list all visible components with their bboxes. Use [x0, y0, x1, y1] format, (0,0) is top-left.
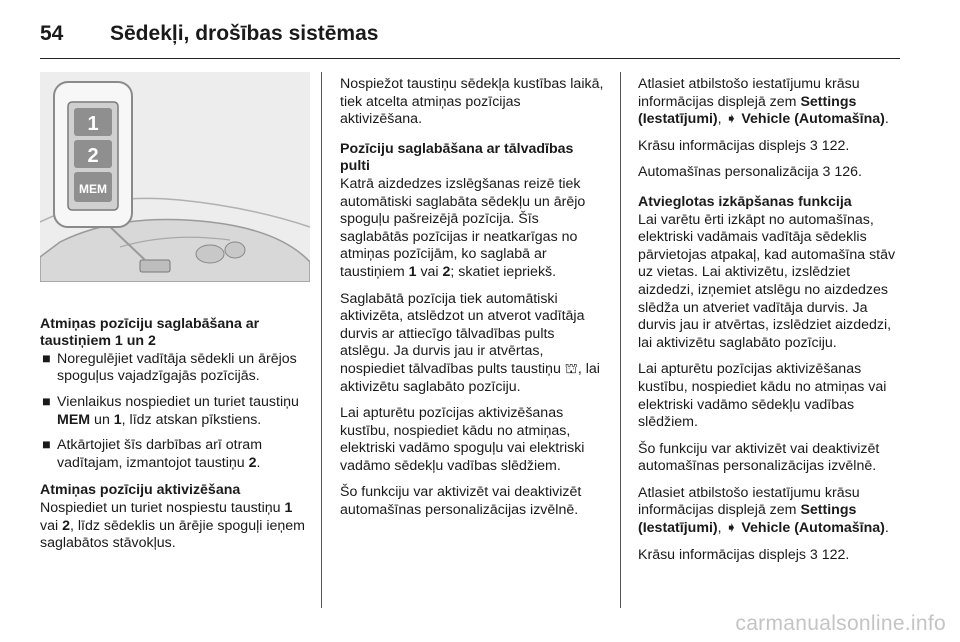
section-heading: Atmiņas pozīciju aktivizēšana — [40, 482, 241, 499]
page-number: 54 — [40, 22, 64, 45]
paragraph: Saglabātā pozīcija tiek automātiski aktivizēta, atslēdzot un atverot vadītāja durvis ar attiecīgo tālvadības pults atslēgu. Ja durvis jau ir atvērtas, nospiediet tālvadības pults taustiņu ⛫, lai aktivizētu saglabāto pozīciju. — [340, 290, 600, 395]
bullet-list — [40, 351, 310, 473]
list-item: ■ Atkārtojiet šīs darbības arī otram vadītajam, izmantojot taustiņu 2. — [42, 437, 263, 471]
section-heading: Pozīciju saglabāšana ar tālvadības pulti — [340, 140, 574, 175]
button-mem-label: MEM — [79, 182, 107, 196]
section-heading: Atvieglotas izkāpšanas funkcija — [638, 193, 852, 210]
paragraph: Atlasiet atbilstošo iestatījumu krāsu informācijas displejā zem Settings (Iestatījumi), ➧ Vehicle (Automašīna). — [638, 76, 889, 128]
seat-memory-buttons-illustration — [40, 72, 310, 282]
arrow-icon: ➧ — [725, 520, 738, 537]
column-3 — [638, 76, 908, 573]
paragraph: Lai apturētu pozīcijas aktivizēšanas kustību, nospiediet kādu no atmiņas, elektriski vadāmo spoguļu vai elektriski vadāmo sēdekļu vadības slēdžiem. — [340, 405, 585, 474]
watermark: carmanualsonline.info — [735, 612, 946, 635]
paragraph: Nospiežot taustiņu sēdekļa kustības laikā, tiek atcelta atmiņas pozīcijas aktivizēšana. — [340, 76, 604, 128]
column-divider — [620, 72, 621, 608]
reference-icon: 3 — [809, 137, 818, 154]
button-1-label: 1 — [87, 113, 99, 135]
paragraph: Lai varētu ērti izkāpt no automašīnas, elektriski vadāmais vadītāja sēdeklis pārvietojas atpakaļ, kad automašīna stāv uz vietas. Lai aktivizētu, izslēdziet aizdedzi, izņemiet atslēgu no aizdedzes slēdža un atveriet vadītāja durvis. Ja durvis jau ir atvērtas, izslēdziet aizdedzi, lai aktivizētu saglabāto pozīciju. — [638, 211, 896, 351]
page-header — [40, 22, 378, 52]
paragraph: Šo funkciju var aktivizēt vai deaktivizēt automašīnas personalizācijas izvēlnē. — [340, 484, 582, 519]
column-1 — [40, 72, 310, 562]
paragraph: Atlasiet atbilstošo iestatījumu krāsu informācijas displejā zem Settings (Iestatījumi), ➧ Vehicle (Automašīna). — [638, 484, 889, 537]
paragraph: Nospiediet un turiet nospiestu taustiņu 1 vai 2, līdz sēdeklis un ārējie spoguļi ieņem saglabātos stāvokļus. — [40, 499, 305, 552]
list-item: ■ Vienlaikus nospiediet un turiet taustiņu MEM un 1, līdz atskan pīkstiens. — [42, 393, 299, 428]
page-reference: Krāsu informācijas displejs 3 122. — [638, 546, 850, 563]
button-2-label: 2 — [87, 145, 99, 167]
reference-icon: 3 — [809, 546, 818, 563]
list-item: ■ Noregulējiet vadītāja sēdekli un ārējos spoguļus vajadzīgajās pozīcijās. — [42, 350, 297, 385]
reference-icon: 3 — [822, 164, 831, 181]
column-2 — [340, 76, 605, 529]
arrow-icon: ➧ — [725, 111, 738, 128]
page-reference: Automašīnas personalizācija 3 126. — [638, 164, 862, 181]
unlock-key-icon: ⛫ — [564, 360, 578, 377]
paragraph: Lai apturētu pozīcijas aktivizēšanas kustību, nospiediet kādu no atmiņas vai elektriski vadāmo sēdekļu vadības slēdžiem. — [638, 361, 887, 431]
page-title: Sēdekļi, drošības sistēmas — [110, 22, 379, 45]
paragraph: Katrā aizdedzes izslēgšanas reizē tiek automātiski saglabāta sēdekļu un ārējo spoguļu pašreizējā pozīcija. Šīs saglabātās pozīcijas ir neatkarīgas no atmiņas pozīcijām, ko saglabā ar taustiņiem 1 vai 2; skatiet iepriekš. — [340, 175, 586, 280]
column-divider — [321, 72, 322, 608]
page-reference: Krāsu informācijas displejs 3 122. — [638, 137, 850, 154]
header-divider — [40, 58, 900, 59]
paragraph: Šo funkciju var aktivizēt vai deaktivizēt automašīnas personalizācijas izvēlnē. — [638, 440, 880, 475]
section-heading: Atmiņas pozīciju saglabāšana ar taustiņiem 1 un 2 — [40, 315, 260, 350]
